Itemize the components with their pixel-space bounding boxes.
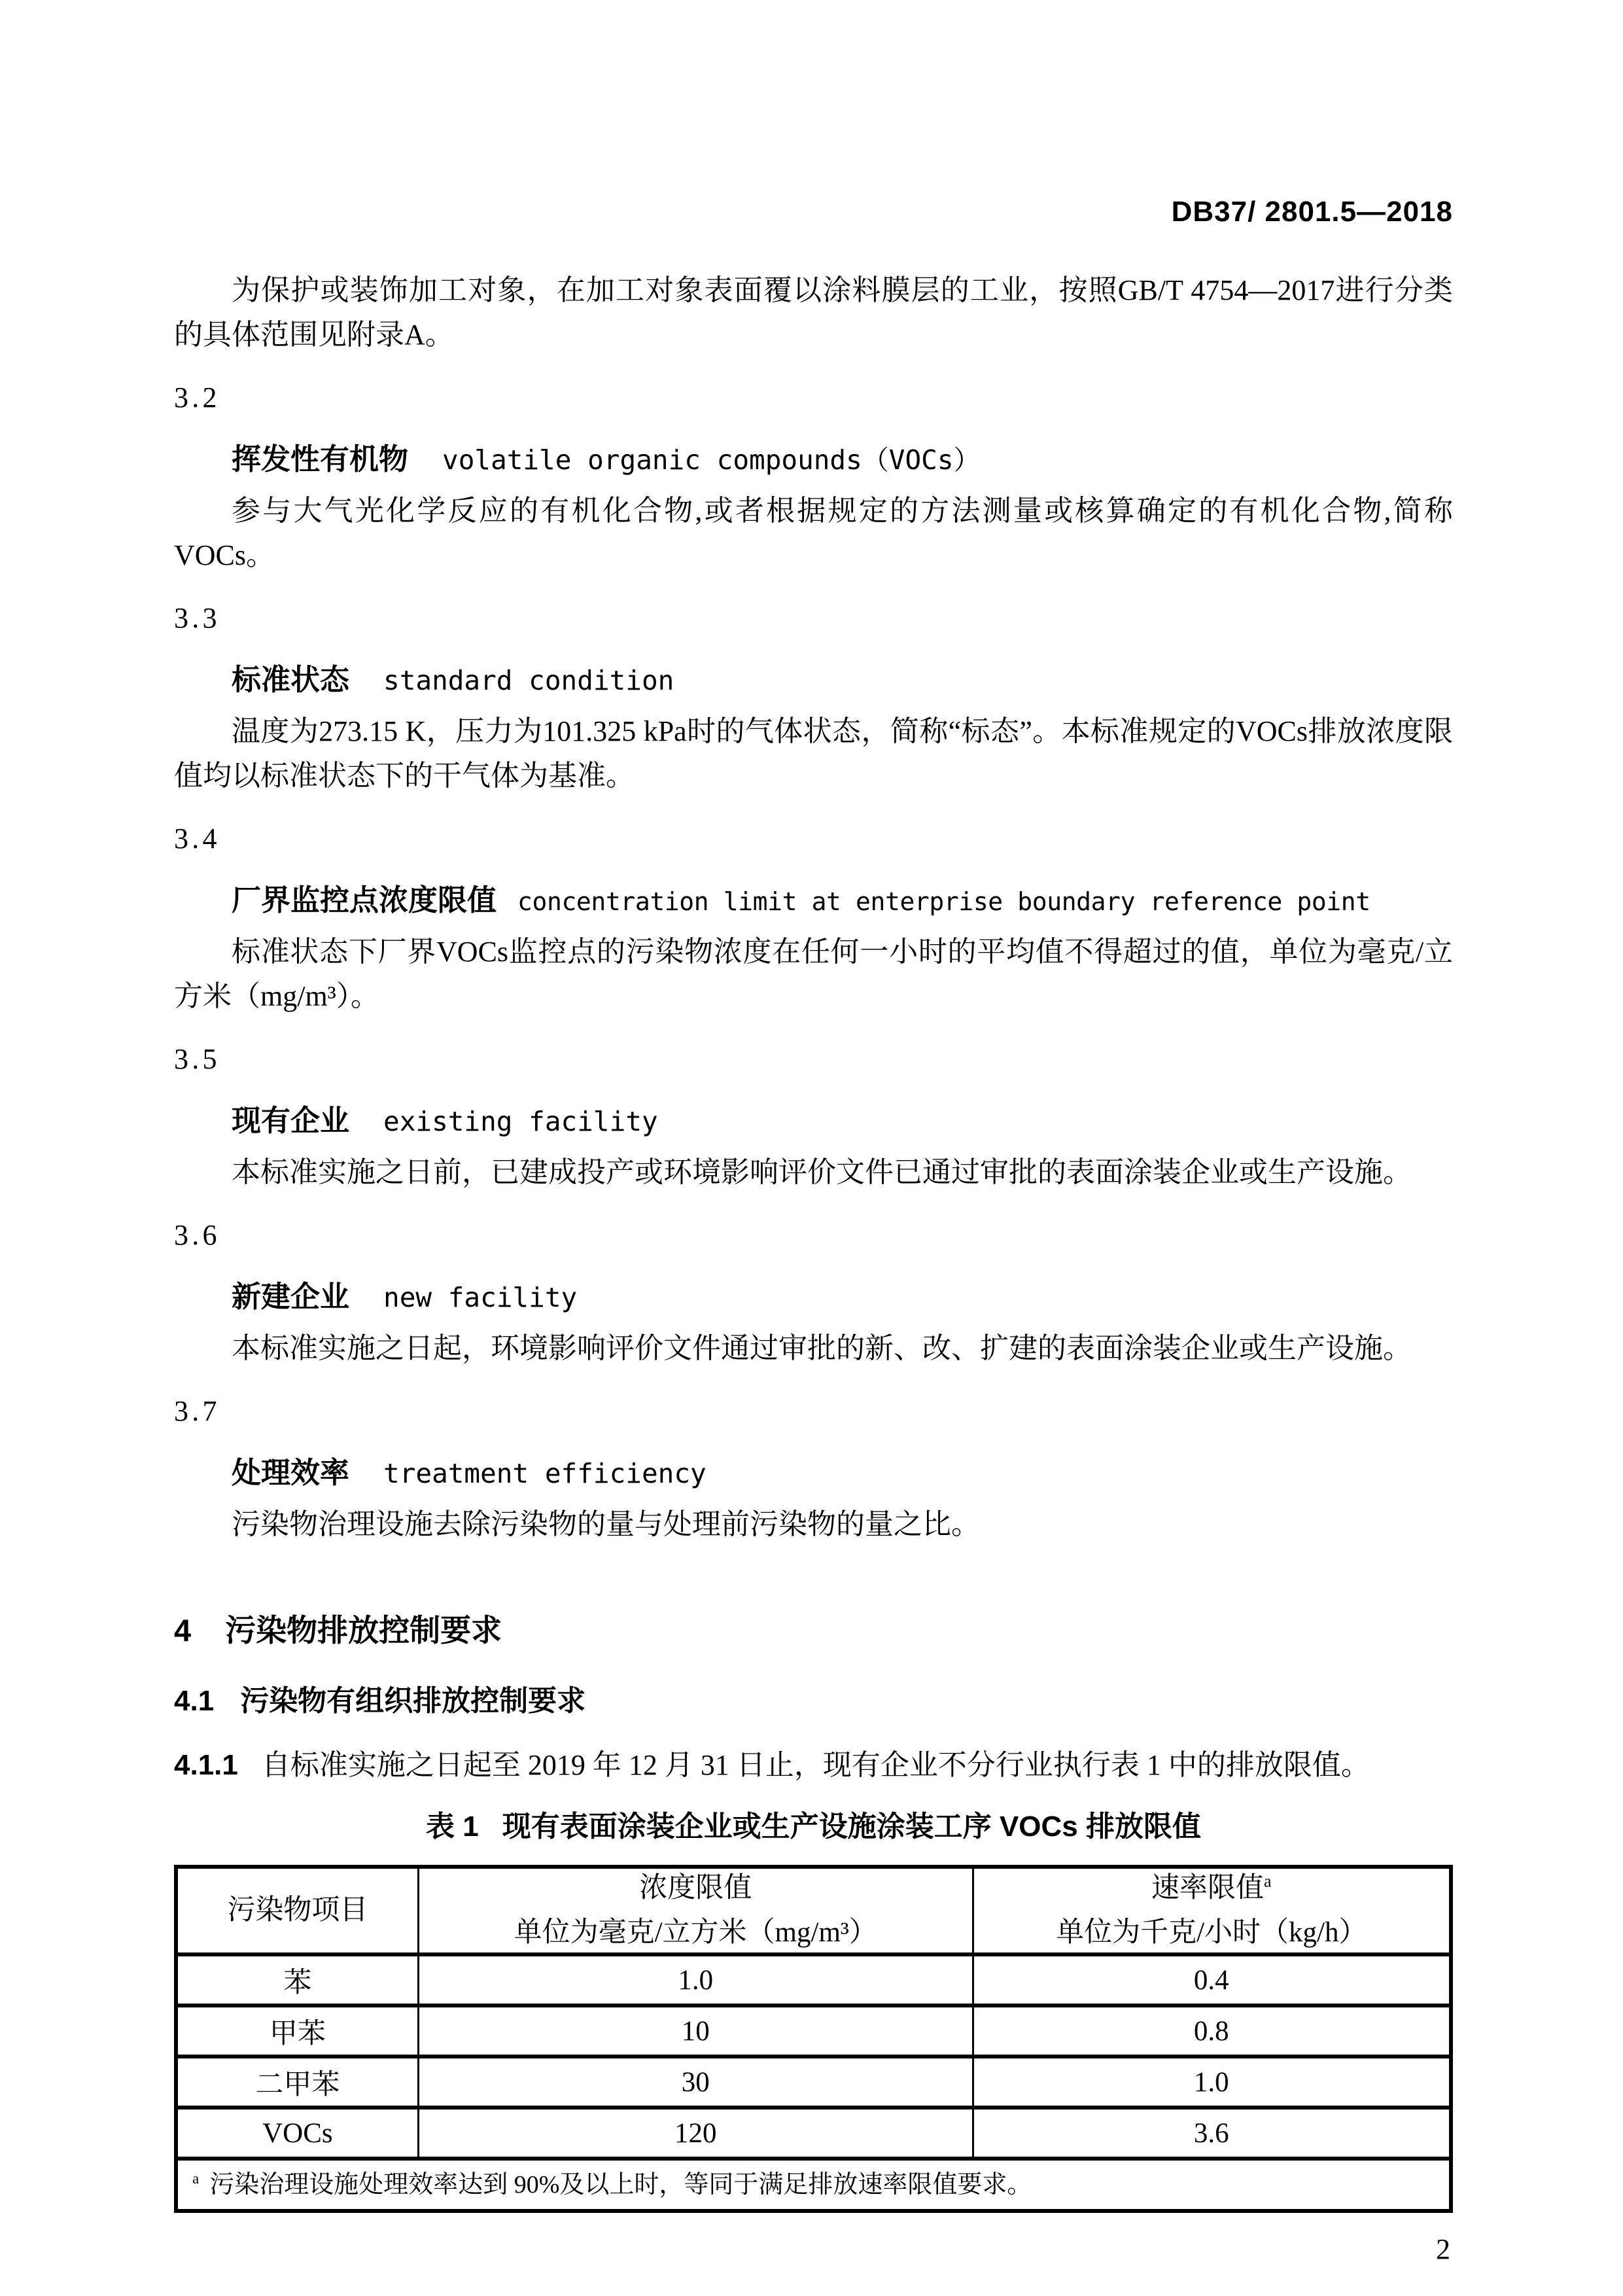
table-row-xylene [176,2057,1451,2108]
clause-4-1-1 [174,1743,1453,1788]
clause-4-1-1-number: 4.1.1 [174,1749,238,1781]
rate-value: 0.8 [973,2005,1451,2057]
pollutant-name: VOCs [176,2108,418,2159]
page-number: 2 [1436,2233,1450,2265]
table-row-toluene [176,2005,1451,2057]
table-footnote-row [176,2159,1451,2211]
term-en-3-4: concentration limit at enterprise boundary reference point [517,887,1370,916]
rate-unit-label: 单位为千克/小时（kg/h） [1056,1917,1367,1948]
col-header-pollutant [176,1867,418,1954]
pollutant-name: 二甲苯 [176,2057,418,2108]
term-en-3-2: volatile organic compounds（VOCs） [442,444,981,476]
table-footnote [176,2159,1451,2211]
term-definition-3-2: 参与大气光化学反应的有机化合物,或者根据规定的方法测量或核算确定的有机化合物,简称VOCs。 [174,495,1453,571]
term-definition-3-5: 本标准实施之日前，已建成投产或环境影响评价文件已通过审批的表面涂装企业或生产设施。 [232,1156,1412,1188]
concentration-value: 30 [418,2057,973,2108]
col-header-pollutant-label: 污染物项目 [227,1895,368,1926]
footnote-text: 污染治理设施处理效率达到 90%及以上时，等同于满足排放速率限值要求。 [209,2171,1032,2199]
section-4-1-title: 污染物有组织排放控制要求 [240,1685,586,1717]
clause-4-1-1-text: 自标准实施之日起至 2019 年 12 月 31 日止，现有企业不分行业执行表 1 中的排放限值。 [261,1749,1370,1781]
clause-number-3-7: 3.7 [174,1395,220,1427]
term-definition-3-6: 本标准实施之日起，环境影响评价文件通过审批的新、改、扩建的表面涂装企业或生产设施。 [232,1332,1412,1364]
clause-number-3-4: 3.4 [174,822,220,855]
term-cn-3-5: 现有企业 [232,1104,350,1137]
term-en-3-5: existing facility [383,1106,658,1137]
rate-limit-label [974,1869,1449,1907]
doc-code: DB37/ 2801.5—2018 [1171,196,1453,228]
term-en-3-3: standard condition [383,665,674,696]
term-cn-3-7: 处理效率 [232,1456,350,1489]
concentration-value: 10 [418,2005,973,2057]
clause-number-3-6: 3.6 [174,1219,220,1251]
table-1-voc-limits [174,1865,1453,2213]
term-line-3-6 [174,1275,1453,1326]
table-header-row [176,1867,1451,1954]
concentration-limit-label: 浓度限值 [639,1873,752,1903]
concentration-value: 1.0 [418,1954,973,2005]
term-en-3-7: treatment efficiency [383,1458,707,1489]
rate-value: 1.0 [973,2057,1451,2108]
section-4-heading [174,1608,1453,1653]
term-line-3-2 [174,437,1453,489]
rate-value: 3.6 [973,2108,1451,2159]
term-cn-3-2: 挥发性有机物 [232,442,409,476]
term-cn-3-6: 新建企业 [232,1280,350,1313]
col-header-rate [973,1867,1451,1954]
section-4-title: 污染物排放控制要求 [225,1613,502,1648]
term-definition-3-4: 标准状态下厂界VOCs监控点的污染物浓度在任何一小时的平均值不得超过的值，单位为毫克/立方米（mg/m³）。 [174,936,1453,1012]
term-cn-3-4: 厂界监控点浓度限值 [232,883,497,917]
term-line-3-4 [174,878,1453,930]
concentration-unit-label: 单位为毫克/立方米（mg/m³） [514,1917,877,1948]
term-line-3-3 [174,658,1453,709]
pollutant-name: 甲苯 [176,2005,418,2057]
rate-limit-text: 速率限值 [1151,1873,1265,1903]
pollutant-name: 苯 [176,1954,418,2005]
table-1-caption [174,1805,1453,1849]
table-1-caption-label: 表 1 [426,1810,479,1843]
section-4-1-heading [174,1679,1453,1723]
term-line-3-5 [174,1099,1453,1150]
rate-value: 0.4 [973,1954,1451,2005]
clause-number-3-5: 3.5 [174,1043,220,1075]
term-cn-3-3: 标准状态 [232,663,350,696]
table-row-benzene [176,1954,1451,2005]
col-header-concentration [418,1867,973,1954]
clause-number-3-2: 3.2 [174,381,220,414]
footnote-marker: a [192,2170,200,2187]
intro-paragraph: 为保护或装饰加工对象，在加工对象表面覆以涂料膜层的工业，按照GB/T 4754—2017进行分类的具体范围见附录A。 [174,274,1453,351]
section-4-number: 4 [174,1613,192,1648]
table-1-caption-title: 现有表面涂装企业或生产设施涂装工序 VOCs 排放限值 [502,1810,1201,1843]
term-definition-3-7: 污染物治理设施去除污染物的量与处理前污染物的量之比。 [232,1508,980,1540]
table-row-vocs [176,2108,1451,2159]
term-line-3-7 [174,1451,1453,1502]
concentration-value: 120 [418,2108,973,2159]
clause-number-3-3: 3.3 [174,602,220,634]
section-4-1-number: 4.1 [174,1685,215,1717]
term-en-3-6: new facility [383,1282,578,1313]
term-definition-3-3: 温度为273.15 K，压力为101.325 kPa时的气体状态，简称“标态”。本标准规定的VOCs排放浓度限值均以标准状态下的干气体为基准。 [174,715,1453,792]
rate-footnote-marker: a [1264,1871,1272,1891]
